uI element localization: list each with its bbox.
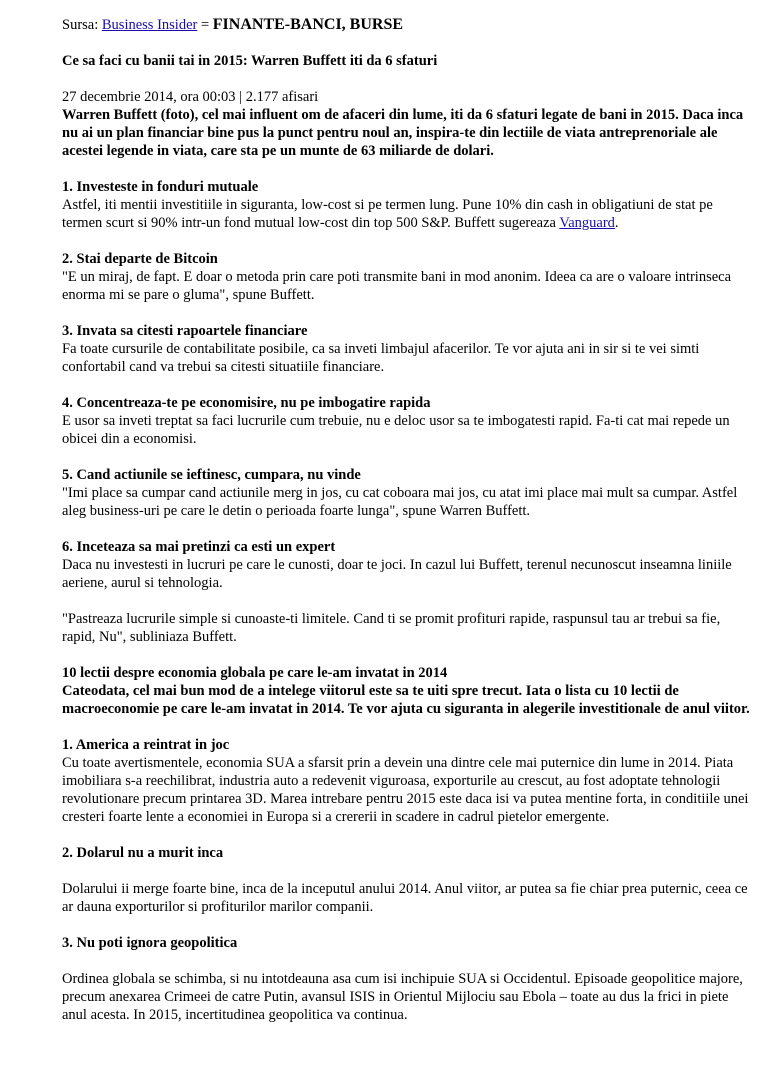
tip-body: E usor sa inveti treptat sa faci lucrurile cum trebuie, nu e deloc usor sa te imbogatesti rapid. Fa-ti cat mai repede un obicei din a economisi. (62, 413, 730, 447)
tip-body: Fa toate cursurile de contabilitate posibile, ca sa inveti limbajul afacerilor. Te vor ajuta ani in sir si te vei simti confortabil cand va trebui sa citesti situatiile financiare. (62, 341, 700, 375)
tip-heading: 6. Inceteaza sa mai pretinzi ca esti un expert (62, 539, 336, 555)
tip-body: "Imi place sa cumpar cand actiunile merg in jos, cu cat coboara mai jos, cu atat imi place mai mult sa cumpar. Astfel aleg business-uri pe care le detin o perioada foarte lunga", spune Warren Buffett. (62, 485, 738, 519)
lesson-heading: 3. Nu poti ignora geopolitica (62, 935, 238, 951)
lesson-heading: 1. America a reintrat in joc (62, 737, 230, 753)
lesson-heading: 2. Dolarul nu a murit inca (62, 845, 224, 861)
lesson-body: Dolarului ii merge foarte bine, inca de la inceputul anului 2014. Anul viitor, ar putea sa fie chiar prea puternic, ceea ce ar dauna exporturilor si profiturilor marilor companii. (62, 881, 748, 915)
source-line (62, 16, 754, 34)
tip-heading: 4. Concentreaza-te pe economisire, nu pe imbogatire rapida (62, 395, 431, 411)
section-name: FINANTE-BANCI, BURSE (212, 16, 404, 33)
tip-body-end: . (614, 215, 619, 231)
article-title: Ce sa faci cu banii tai in 2015: Warren Buffett iti da 6 sfaturi (62, 53, 438, 69)
vanguard-link[interactable]: Vanguard (559, 215, 615, 231)
tip-quote: "Pastreaza lucrurile simple si cunoaste-ti limitele. Cand ti se promit profituri rapide, raspunsul tau ar trebui sa fie, rapid, Nu", subliniaza Buffett. (62, 611, 721, 645)
tip-heading: 2. Stai departe de Bitcoin (62, 251, 218, 267)
tip-body-text: Astfel, iti mentii investitiile in siguranta, low-cost si pe termen lung. Pune 10% din cash in obligatiuni de stat pe termen scurt si 90% intr-un fond mutual low-cost din top 500 S&P. Buffett sugereaza (62, 197, 713, 231)
article2-title: 10 lectii despre economia globala pe care le-am invatat in 2014 (62, 665, 448, 681)
tip-body (62, 196, 754, 232)
source-separator: = (200, 17, 210, 33)
source-label: Sursa: (62, 17, 99, 33)
lesson-body: Cu toate avertismentele, economia SUA a sfarsit prin a devein una dintre cele mai puternice din lume in 2014. Piata imobiliara s-a reechilibrat, industria auto a redevenit viguroasa, exporturile au crescut, au fost adoptate tehnologii revolutionare precum printarea 3D. Marea intrebare pentru 2015 este daca isi va putea mentine forta, in conditiile unei cresteri foarte lente a economiei in Europa si a crererii in scadere in cadrul pietelor emergente. (62, 755, 749, 825)
article-meta: 27 decembrie 2014, ora 00:03 | 2.177 afisari (62, 89, 319, 105)
article2-lead: Cateodata, cel mai bun mod de a intelege viitorul este sa te uiti spre trecut. Iata o lista cu 10 lectii de macroeconomie pe care le-am invatat in 2014. Te vor ajuta cu siguranta in alegerile investitionale de anul viitor. (62, 683, 750, 717)
tip-heading: 1. Investeste in fonduri mutuale (62, 179, 259, 195)
article-page (62, 16, 754, 1024)
tip-body: "E un miraj, de fapt. E doar o metoda prin care poti transmite bani in mod anonim. Ideea ca are o valoare intrinseca enorma mi se pare o gluma", spune Buffett. (62, 269, 732, 303)
tip-heading: 5. Cand actiunile se ieftinesc, cumpara, nu vinde (62, 467, 361, 483)
tip-heading: 3. Invata sa citesti rapoartele financiare (62, 323, 308, 339)
article-lead: Warren Buffett (foto), cel mai influent om de afaceri din lume, iti da 6 sfaturi legate de bani in 2015. Daca inca nu ai un plan financiar bine pus la punct pentru noul an, inspira-te din lectiile de viata antreprenoriale ale acestei legende in viata, care sta pe un munte de 63 miliarde de dolari. (62, 107, 744, 159)
tip-body: Daca nu investesti in lucruri pe care le cunosti, doar te joci. In cazul lui Buffett, terenul necunoscut inseamna liniile aeriene, aurul si tehnologia. (62, 557, 732, 591)
source-link[interactable]: Business Insider (101, 17, 198, 33)
lesson-body: Ordinea globala se schimba, si nu intotdeauna asa cum isi inchipuie SUA si Occidentul. Episoade geopolitice majore, precum anexarea Crimeei de catre Putin, avansul ISIS in Orientul Mijlociu sau Ebola – toate au dus la frici in piete anul acesta. In 2015, incertitudinea geopolitica va continua. (62, 971, 743, 1023)
